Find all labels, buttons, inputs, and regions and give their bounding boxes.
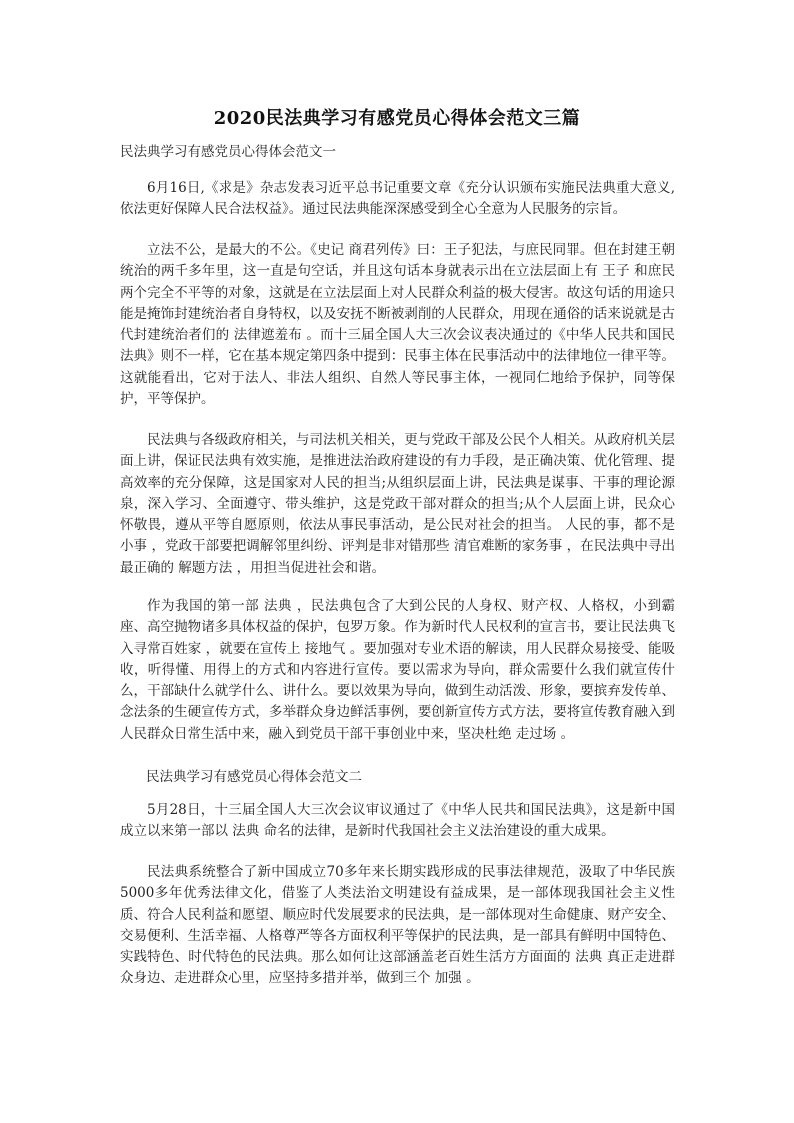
paragraph-2: 立法不公，是最大的不公。《史记 商君列传》曰：王子犯法，与庶民同罪。但在封建王朝统治的两千多年里，这一直是句空话，并且这句话本身就表示出在立法层面上有 王子 和庶民 两个完全不平等的对象，这就是在立法层面上对人民群众利益的极大侵害。故这句话的用途只能是掩饰封建统治者自身特权，以及安抚不断被剥削的人民群众，用现在通俗的话来说就是古代封建统治者们的 法律遮羞布 。而十三届全国人大三次会议表决通过的《中华人民共和国民法典》则不一样，它在基本规定第四条中提到：民事主体在民事活动中的法律地位一律平等。这就能看出，它对于法人、非法人组织、自然人等民事主体，一视同仁地给予保护，同等保护，平等保护。 — [120, 242, 675, 408]
paragraph-3: 民法典与各级政府相关，与司法机关相关，更与党政干部及公民个人相关。从政府机关层面上讲，保证民法典有效实施，是推进法治政府建设的有力手段，是正确决策、优化管理、提高效率的充分保障，这是国家对人民的担当;从组织层面上讲，民法典是谋事、干事的理论源泉，深入学习、全面遵守、带头维护，这是党政干部对群众的担当;从个人层面上讲，民众心怀敬畏，遵从平等自愿原则，依法从事民事活动，是公民对社会的担当。 人民的事，都不是小事 ，党政干部要把调解邻里纠纷、评判是非对错那些 清官难断的家务事 ，在民法典中寻出最正确的 解题方法 ，用担当促进社会和谐。 — [120, 432, 675, 576]
section-2-heading: 民法典学习有感党员心得体会范文二 — [146, 769, 362, 785]
section-2-paragraph-2: 民法典系统整合了新中国成立70多年来长期实践形成的民事法律规范，汲取了中华民族5000多年优秀法律文化，借鉴了人类法治文明建设有益成果，是一部体现我国社会主义性质、符合人民利益和愿望、顺应时代发展要求的民法典，是一部体现对生命健康、财产安全、交易便利、生活幸福、人格尊严等各方面权利平等保护的民法典，是一部具有鲜明中国特色、实践特色、时代特色的民法典。那么如何让这部涵盖老百姓生活方方面面的 法典 真正走进群众身边、走进群众心里，应坚持多措并举，做到三个 加强 。 — [120, 864, 675, 987]
section-1-heading: 民法典学习有感党员心得体会范文一 — [120, 144, 336, 160]
section-2-paragraph-1: 5月28日，十三届全国人大三次会议审议通过了《中华人民共和国民法典》，这是新中国成立以来第一部以 法典 命名的法律，是新时代我国社会主义法治建设的重大成果。 — [120, 802, 675, 840]
paragraph-1: 6月16日,《求是》杂志发表习近平总书记重要文章《充分认识颁布实施民法典重大意义,依法更好保障人民合法权益》。通过民法典能深深感受到全心全意为人民服务的宗旨。 — [120, 180, 675, 218]
paragraph-4: 作为我国的第一部 法典 ，民法典包含了大到公民的人身权、财产权、人格权，小到霸座、高空抛物诸多具体权益的保护，包罗万象。作为新时代人民权利的宣言书，要让民法典飞入寻常百姓家 ，就要在宣传上 接地气 。要加强对专业术语的解读，用人民群众易接受、能吸收，听得懂、用得上的方式和内容进行宣传。要以需求为导向，群众需要什么我们就宣传什么，干部缺什么就学什么、讲什么。要以效果为导向，做到生动活泼、形象，要摈弃发传单、念法条的生硬宣传方式，多举群众身边鲜活事例，要创新宣传方式方法，要将宣传教育融入到人民群众日常生活中来，融入到党员干部干事创业中来，坚决杜绝 走过场 。 — [120, 598, 675, 742]
document-title: 2020民法典学习有感党员心得体会范文三篇 — [213, 108, 581, 129]
